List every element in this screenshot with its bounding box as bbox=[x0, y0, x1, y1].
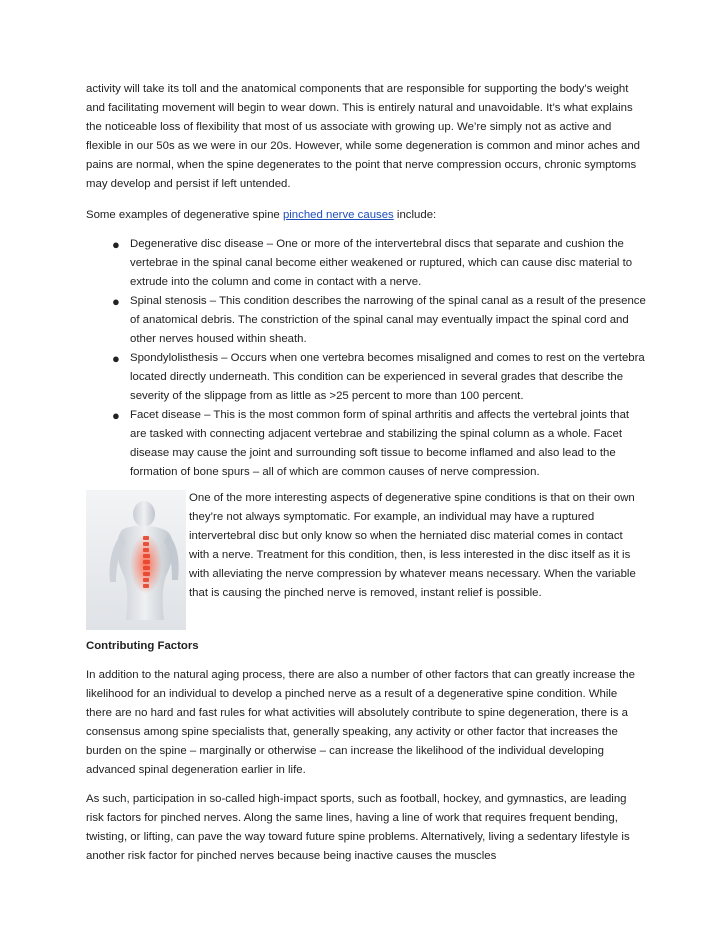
degenerative-causes-list bbox=[86, 235, 646, 482]
document-content bbox=[86, 80, 646, 866]
high-impact-sports-paragraph: As such, participation in so-called high-impact sports, such as football, hockey, and gymnastics, are leading risk factors for pinched nerves. Along the same lines, having a line of work that requires frequent bending, twisting, or lifting, can pave the way toward future spine problems. Alternatively, living a sedentary lifestyle is another risk factor for pinched nerves because being inactive causes the muscles bbox=[86, 793, 630, 862]
list-item-degenerative-disc bbox=[86, 235, 646, 292]
list-item-text: Degenerative disc disease – One or more of the intervertebral discs that separate and cushion the vertebrae in the spinal canal become either weakened or ruptured, which can cause disc material to extrude into the column and come in contact with a nerve. bbox=[130, 238, 633, 288]
list-item-text: Spondylolisthesis – Occurs when one vertebra becomes misaligned and comes to rest on the vertebra located directly underneath. This condition can be experienced in several grades that describe the severity of the slippage from as little as >25 percent to more than 100 percent. bbox=[130, 352, 645, 402]
pinched-nerve-causes-link[interactable]: pinched nerve causes bbox=[282, 209, 394, 221]
examples-intro bbox=[86, 206, 646, 225]
intro-paragraph: activity will take its toll and the anatomical components that are responsible for supporting the body’s weight and facilitating movement will begin to wear down. This is entirely natural and unavoidable. It’s what explains the noticeable loss of flexibility that most of us associate with growing up. We’re simply not as active and flexible in our 50s as we were in our 20s. However, while some degeneration is common and minor aches and pains are normal, when the spine degenerates to the point that nerve compression occurs, chronic symptoms may develop and persist if left untended. bbox=[86, 83, 641, 190]
list-item-text: Facet disease – This is the most common form of spinal arthritis and affects the vertebral joints that are tasked with connecting adjacent vertebrae and stabilizing the spinal column as a whole. Facet disease may cause the joint and surrounding soft tissue to become inflamed and also lead to the formation of bone spurs – all of which are common causes of nerve compression. bbox=[130, 409, 630, 478]
examples-intro-after: include: bbox=[393, 209, 437, 221]
list-item-spondylolisthesis bbox=[86, 349, 646, 406]
figure-section bbox=[86, 489, 646, 630]
list-item-text: Spinal stenosis – This condition describes the narrowing of the spinal canal as a result of the presence of anatomical debris. The constriction of the spinal canal may eventually impact the spinal cord and other nerves housed within sheath. bbox=[130, 295, 646, 345]
bullet-icon: ● bbox=[112, 237, 120, 252]
spine-pain-illustration bbox=[86, 490, 186, 630]
list-item-spinal-stenosis bbox=[86, 292, 646, 349]
bullet-icon: ● bbox=[112, 351, 120, 366]
bullet-icon: ● bbox=[112, 294, 120, 309]
bullet-icon: ● bbox=[112, 408, 120, 423]
examples-intro-before: Some examples of degenerative spine bbox=[86, 209, 283, 221]
list-item-facet-disease bbox=[86, 406, 646, 482]
section-heading-contributing-factors: Contributing Factors bbox=[86, 640, 199, 652]
contributing-factors-paragraph: In addition to the natural aging process, there are also a number of other factors that can greatly increase the likelihood for an individual to develop a pinched nerve as a result of a degenerative spine condition. While there are no hard and fast rules for what activities will absolutely contribute to spine degeneration, there is a consensus among spine specialists that, generally speaking, any activity or other factor that increases the burden on the spine – marginally or otherwise – can increase the likelihood of the individual developing advanced spinal degeneration earlier in life. bbox=[86, 669, 635, 776]
figure-paragraph: One of the more interesting aspects of degenerative spine conditions is that on their own they’re not always symptomatic. For example, an individual may have a ruptured intervertebral disc but only know so when the herniated disc material comes in contact with a nerve. Treatment for this condition, then, is less interested in the disc itself as it is with alleviating the nerve compression by whatever means necessary. When the variable that is causing the pinched nerve is removed, instant relief is possible. bbox=[189, 492, 636, 599]
